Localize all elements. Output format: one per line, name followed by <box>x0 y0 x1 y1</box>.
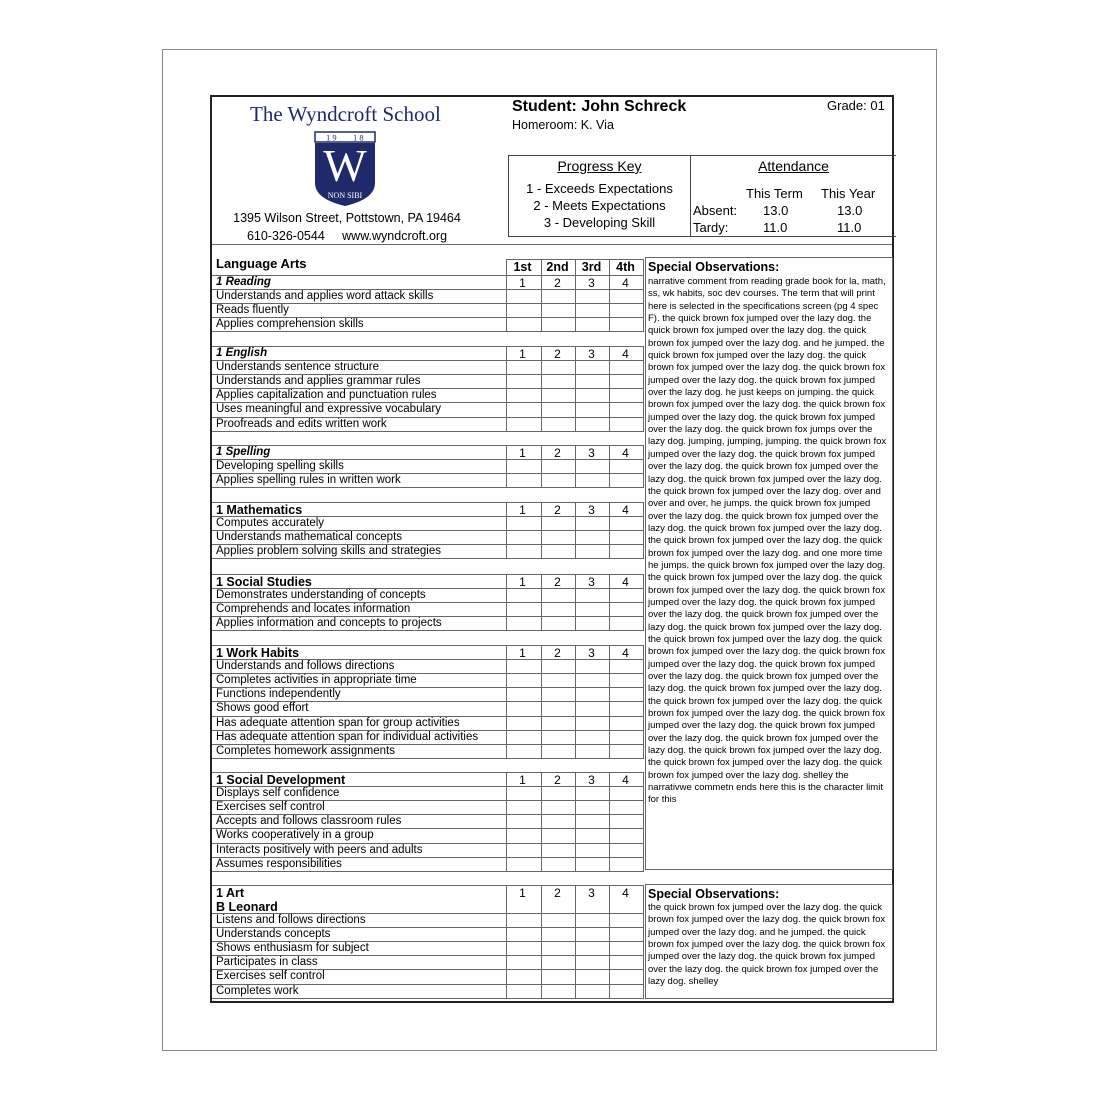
mark-label: 3 <box>588 886 595 900</box>
subject-title: 1 English <box>216 347 268 359</box>
skill-item: Completes activities in appropriate time <box>216 674 417 687</box>
subject-title: 1 Social Development <box>216 773 346 787</box>
mark-label: 1 <box>519 446 526 460</box>
column-divider <box>609 445 610 487</box>
mark-label: 3 <box>588 347 595 361</box>
skill-item: Exercises self control <box>216 970 325 983</box>
column-divider <box>506 275 507 331</box>
skill-item: Uses meaningful and expressive vocabulary <box>216 403 442 416</box>
mark-label: 4 <box>622 886 629 900</box>
quarter-header-1: 1st <box>513 260 532 274</box>
column-divider <box>575 259 576 275</box>
homeroom: Homeroom: K. Via <box>512 118 614 132</box>
art-observations-box-left <box>645 884 646 998</box>
language-arts-title: Language Arts <box>216 256 307 271</box>
absent-year: 13.0 <box>837 203 863 218</box>
column-divider <box>541 259 542 275</box>
column-divider <box>609 645 610 758</box>
column-divider <box>643 275 644 331</box>
subject-title: 1 Social Studies <box>216 575 312 589</box>
skill-item: Interacts positively with peers and adults <box>216 843 423 856</box>
art-observations-box-bottom <box>645 998 893 999</box>
crest-year-right: 1 8 <box>353 132 364 143</box>
row-divider <box>212 331 644 332</box>
skill-item: Reads fluently <box>216 304 289 317</box>
skill-item: Works cooperatively in a group <box>216 829 374 842</box>
column-divider <box>541 645 542 758</box>
column-divider <box>575 445 576 487</box>
mark-label: 1 <box>519 886 526 900</box>
skill-item: Listens and follows directions <box>216 914 366 926</box>
mark-label: 4 <box>622 575 629 589</box>
skill-item: Completes homework assignments <box>216 744 395 757</box>
mark-label: 1 <box>519 347 526 361</box>
column-divider <box>506 645 507 758</box>
column-divider <box>541 885 542 998</box>
skill-item: Accepts and follows classroom rules <box>216 815 402 828</box>
column-divider <box>643 772 644 871</box>
column-divider <box>541 445 542 487</box>
skill-item: Applies comprehension skills <box>216 318 364 331</box>
art-observations-box-top <box>645 884 893 885</box>
mark-label: 3 <box>588 575 595 589</box>
quarter-header-4: 4th <box>616 260 635 274</box>
progress-key-item: 3 - Developing Skill <box>543 215 656 230</box>
skill-item: Comprehends and locates information <box>216 603 411 616</box>
column-divider <box>609 346 610 431</box>
column-divider <box>609 502 610 558</box>
art-teacher: B Leonard <box>216 900 278 914</box>
progress-key-title: Progress Key <box>557 158 642 174</box>
column-divider <box>506 574 507 630</box>
column-divider <box>506 772 507 871</box>
column-divider <box>575 772 576 871</box>
row-divider <box>506 259 644 260</box>
column-divider <box>575 574 576 630</box>
row-divider <box>212 998 644 999</box>
column-divider <box>643 346 644 431</box>
skill-item: Applies information and concepts to projects <box>216 617 442 630</box>
column-divider <box>541 502 542 558</box>
quarter-header-3: 3rd <box>581 260 602 274</box>
row-divider <box>212 487 644 488</box>
skill-item: Understands mathematical concepts <box>216 531 403 544</box>
school-crest-logo <box>313 131 377 207</box>
skill-item: Shows enthusiasm for subject <box>216 942 369 955</box>
row-divider <box>212 431 644 432</box>
column-divider <box>643 645 644 758</box>
progress-key-box <box>508 155 691 237</box>
mark-label: 2 <box>554 886 561 900</box>
column-divider <box>506 502 507 558</box>
school-name: The Wyndcroft School <box>250 102 441 126</box>
mark-label: 1 <box>519 773 526 787</box>
mark-label: 2 <box>554 347 561 361</box>
mark-label: 1 <box>519 276 526 290</box>
column-divider <box>575 275 576 331</box>
skill-item: Participates in class <box>216 956 318 969</box>
subject-title: 1 Reading <box>216 276 271 288</box>
subject-title: 1 Mathematics <box>216 503 303 517</box>
column-divider <box>575 346 576 431</box>
skill-item: Assumes responsibilities <box>216 857 342 870</box>
mark-label: 3 <box>588 446 595 460</box>
mark-label: 4 <box>622 347 629 361</box>
row-divider <box>212 871 644 872</box>
skill-item: Understands and applies grammar rules <box>216 375 421 388</box>
column-divider <box>609 885 610 998</box>
school-phone-web: 610-326-0544 www.wyndcroft.org <box>246 229 448 243</box>
column-divider <box>609 574 610 630</box>
mark-label: 2 <box>554 773 561 787</box>
observations-box-bottom <box>645 869 893 870</box>
skill-item: Applies problem solving skills and strategies <box>216 545 441 558</box>
column-divider <box>609 275 610 331</box>
art-observations-title: Special Observations: <box>648 887 780 901</box>
skill-item: Exercises self control <box>216 801 325 814</box>
grade-level: Grade: 01 <box>827 98 885 113</box>
column-divider <box>643 574 644 630</box>
observations-title: Special Observations: <box>648 260 780 274</box>
mark-label: 1 <box>519 503 526 517</box>
subject-title: 1 Spelling <box>216 446 271 458</box>
crest-motto: NON SIBI <box>327 191 363 200</box>
mark-label: 4 <box>622 276 629 290</box>
mark-label: 1 <box>519 646 526 660</box>
art-observations-text: the quick brown fox jumped over the lazy dog. the quick brown fox jumped over the lazy dog. the quick brown fox jumped over the lazy dog. and he jumped. the quick brown fox jumped over the lazy dog. the quick brown fox jumped over the lazy dog. the quick brown fox jumped over the lazy dog. the quick brown fox jumped over the lazy dog. shelley <box>648 902 886 988</box>
observations-box-left <box>645 257 646 869</box>
skill-item: Understands sentence structure <box>216 361 380 374</box>
column-divider <box>575 502 576 558</box>
observations-box-right <box>892 257 893 869</box>
mark-label: 3 <box>588 276 595 290</box>
skill-item: Applies capitalization and punctuation rules <box>216 389 437 402</box>
column-divider <box>506 445 507 487</box>
header-divider <box>212 244 892 245</box>
column-divider <box>541 346 542 431</box>
crest-letter: W <box>323 140 367 191</box>
mark-label: 2 <box>554 446 561 460</box>
observations-box-top <box>645 257 893 258</box>
row-divider <box>212 630 644 631</box>
skill-item: Developing spelling skills <box>216 460 344 473</box>
mark-label: 2 <box>554 503 561 517</box>
column-divider <box>506 885 507 998</box>
column-divider <box>575 645 576 758</box>
attendance-col-term: This Term <box>746 186 803 201</box>
attendance-col-year: This Year <box>821 186 876 201</box>
absent-term: 13.0 <box>763 203 789 218</box>
art-observations-box-right <box>892 884 893 998</box>
column-divider <box>506 346 507 431</box>
mark-label: 2 <box>554 575 561 589</box>
subject-title: 1 Work Habits <box>216 646 300 660</box>
column-divider <box>541 574 542 630</box>
column-divider <box>643 502 644 558</box>
art-title: 1 Art <box>216 886 245 900</box>
skill-item: Completes work <box>216 984 299 997</box>
column-divider <box>643 445 644 487</box>
skill-item: Displays self confidence <box>216 787 340 800</box>
mark-label: 3 <box>588 503 595 517</box>
observations-text: narrative comment from reading grade book for la, math, ss, wk habits, soc dev courses. The term that will print here is selected in the specifications screen (pg 4 spec F). the quick brown fox jumped over the lazy dog. the quick brown fox jumped over the lazy dog. the quick brown fox jumped over the lazy dog. and he jumped. the quick brown fox jumped over the lazy dog. the quick brown fox jumped over the lazy dog. the quick brown fox jumped over the lazy dog. the quick brown fox jumped over the lazy dog. he just keeps on jumping. the quick brown fox jumped over the lazy dog. the quick brown fox jumped over the lazy dog. the quick brown fox jumped over the lazy dog. the quick brown fox jumps over the lazy dog. jumping, jumping, jumping. the quick brown fox jumped over the lazy dog. the quick brown fox jumped over the lazy dog. the quick brown fox jumped over the lazy dog. the quick brown fox jumped over the lazy dog. the quick brown fox jumped over the lazy dog. over and over and over, he jumps. the quick brown fox jumped over the lazy dog. the quick brown fox jumped over the lazy dog. the quick brown fox jumped over the lazy dog. the quick brown fox jumped over the lazy dog. the quick brown fox jumped over the lazy dog. and one more time he jumps. the quick brown fox jumped over the lazy dog. the quick brown fox jumped over the lazy dog. the quick brown fox jumped over the lazy dog. the quick brown fox jumped over the lazy dog. the quick brown fox jumped over the lazy dog. the quick brown fox jumped over the lazy dog. the quick brown fox jumped over the lazy dog. the quick brown fox jumped over the lazy dog. the quick brown fox jumped over the lazy dog. the quick brown fox jumped over the lazy dog. the quick brown fox jumped over the lazy dog. the quick brown fox jumped over the lazy dog. the quick brown fox jumped over the lazy dog. the quick brown fox jumped over the lazy dog. the quick brown fox jumped over the lazy dog. the quick brown fox jumped over the lazy dog. the quick brown fox jumped over the lazy dog. the quick brown fox jumped over the lazy dog. the quick brown fox jumped over the lazy dog. the quick brown fox jumped over the lazy dog. the quick brown fox jumped over the lazy dog. shelley the narrativwe commetn ends here this is the character limit for this <box>648 276 887 806</box>
mark-label: 4 <box>622 446 629 460</box>
quarter-header-2: 2nd <box>546 260 569 274</box>
mark-label: 3 <box>588 646 595 660</box>
mark-label: 4 <box>622 773 629 787</box>
row-divider <box>212 758 644 759</box>
school-contact <box>222 209 472 245</box>
mark-label: 4 <box>622 646 629 660</box>
absent-label: Absent: <box>693 203 738 218</box>
column-divider <box>609 772 610 871</box>
column-divider <box>541 772 542 871</box>
skill-item: Understands concepts <box>216 928 331 941</box>
mark-label: 4 <box>622 503 629 517</box>
skill-item: Demonstrates understanding of concepts <box>216 589 426 602</box>
column-divider <box>541 275 542 331</box>
skill-item: Proofreads and edits written work <box>216 417 387 430</box>
tardy-label: Tardy: <box>693 220 729 235</box>
mark-label: 3 <box>588 773 595 787</box>
mark-label: 2 <box>554 276 561 290</box>
crest-year-left: 1 9 <box>326 132 337 143</box>
progress-key-item: 2 - Meets Expectations <box>533 198 666 213</box>
column-divider <box>643 259 644 275</box>
mark-label: 2 <box>554 646 561 660</box>
row-divider <box>212 558 644 559</box>
skill-item: Has adequate attention span for group activities <box>216 716 460 729</box>
attendance-title: Attendance <box>758 158 829 174</box>
report-card <box>210 95 894 1003</box>
progress-key-item: 1 - Exceeds Expectations <box>526 181 673 196</box>
skill-item: Has adequate attention span for individual activities <box>216 730 479 743</box>
student-name: Student: John Schreck <box>512 98 687 115</box>
skill-item: Functions independently <box>216 688 341 701</box>
skill-item: Applies spelling rules in written work <box>216 474 401 487</box>
column-divider <box>506 259 507 275</box>
skill-item: Understands and applies word attack skills <box>216 290 434 303</box>
mark-label: 1 <box>519 575 526 589</box>
skill-item: Understands and follows directions <box>216 660 395 673</box>
column-divider <box>575 885 576 998</box>
school-address: 1395 Wilson Street, Pottstown, PA 19464 <box>233 211 461 225</box>
attendance-box <box>691 155 896 237</box>
skill-item: Shows good effort <box>216 702 309 715</box>
skill-item: Computes accurately <box>216 517 325 530</box>
column-divider <box>609 259 610 275</box>
column-divider <box>643 885 644 998</box>
tardy-term: 11.0 <box>763 220 788 235</box>
tardy-year: 11.0 <box>837 220 862 235</box>
